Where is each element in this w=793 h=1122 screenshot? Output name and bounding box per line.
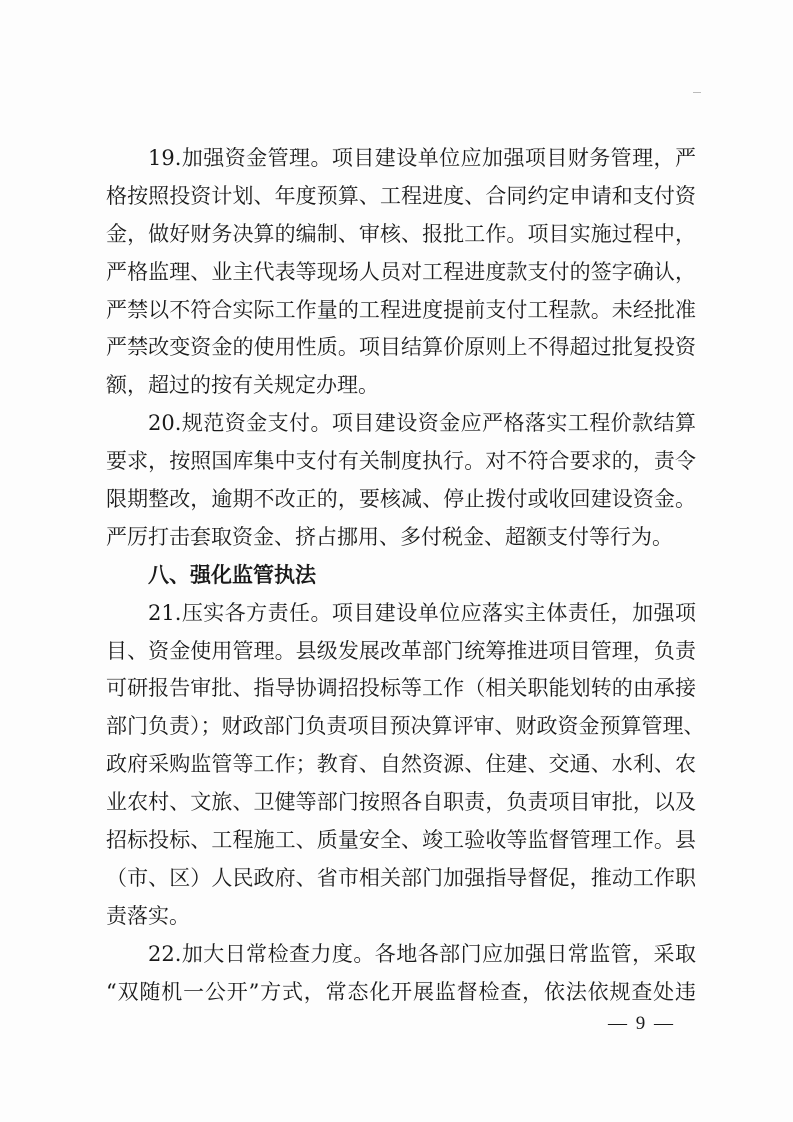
text-line: 可研报告审批、指导协调招投标等工作（相关职能划转的由承接 bbox=[106, 676, 696, 701]
text-line: 严厉打击套取资金、挤占挪用、多付税金、超额支付等行为。 bbox=[106, 524, 673, 549]
page-number: — 9 — bbox=[608, 1013, 675, 1034]
text-line: 政府采购监管等工作；教育、自然资源、住建、交通、水利、农 bbox=[106, 752, 696, 777]
text-line: 20.规范资金支付。项目建设资金应严格落实工程价款结算 bbox=[148, 411, 696, 436]
text-line: “双随机一公开”方式，常态化开展监督检查，依法依规查处违 bbox=[106, 979, 696, 1004]
text-line: 责落实。 bbox=[106, 903, 190, 928]
text-line: 目、资金使用管理。县级发展改革部门统筹推进项目管理，负责 bbox=[106, 638, 696, 663]
text-line: 19.加强资金管理。项目建设单位应加强项目财务管理，严 bbox=[148, 146, 696, 170]
document-body bbox=[106, 140, 705, 1011]
text-line: （市、区）人民政府、省市相关部门加强指导督促，推动工作职 bbox=[106, 865, 696, 890]
text-line: 限期整改，逾期不改正的，要核减、停止拨付或收回建设资金。 bbox=[106, 487, 696, 512]
text-line: 额，超过的按有关规定办理。 bbox=[106, 373, 379, 398]
text-line: 21.压实各方责任。项目建设单位应落实主体责任，加强项 bbox=[148, 600, 696, 625]
text-line: 业农村、文旅、卫健等部门按照各自职责，负责项目审批，以及 bbox=[106, 790, 696, 815]
text-line: 招标投标、工程施工、质量安全、竣工验收等监督管理工作。县 bbox=[106, 828, 696, 853]
text-line: 部门负责）；财政部门负责项目预决算评审、财政资金预算管理、 bbox=[106, 714, 705, 739]
text-line: 格按照投资计划、年度预算、工程进度、合同约定申请和支付资 bbox=[106, 183, 696, 208]
text-line: 要求，按照国库集中支付有关制度执行。对不符合要求的，责令 bbox=[106, 449, 696, 474]
section-heading: 八、强化监管执法 bbox=[148, 562, 316, 587]
text-line: 严禁改变资金的使用性质。项目结算价原则上不得超过批复投资 bbox=[106, 335, 696, 360]
text-line: 22.加大日常检查力度。各地各部门应加强日常监管，采取 bbox=[148, 941, 696, 966]
text-line: 金，做好财务决算的编制、审核、报批工作。项目实施过程中， bbox=[106, 221, 696, 246]
scan-mark bbox=[693, 92, 701, 96]
text-line: 严格监理、业主代表等现场人员对工程进度款支付的签字确认， bbox=[106, 259, 696, 284]
text-line: 严禁以不符合实际工作量的工程进度提前支付工程款。未经批准 bbox=[106, 297, 696, 322]
